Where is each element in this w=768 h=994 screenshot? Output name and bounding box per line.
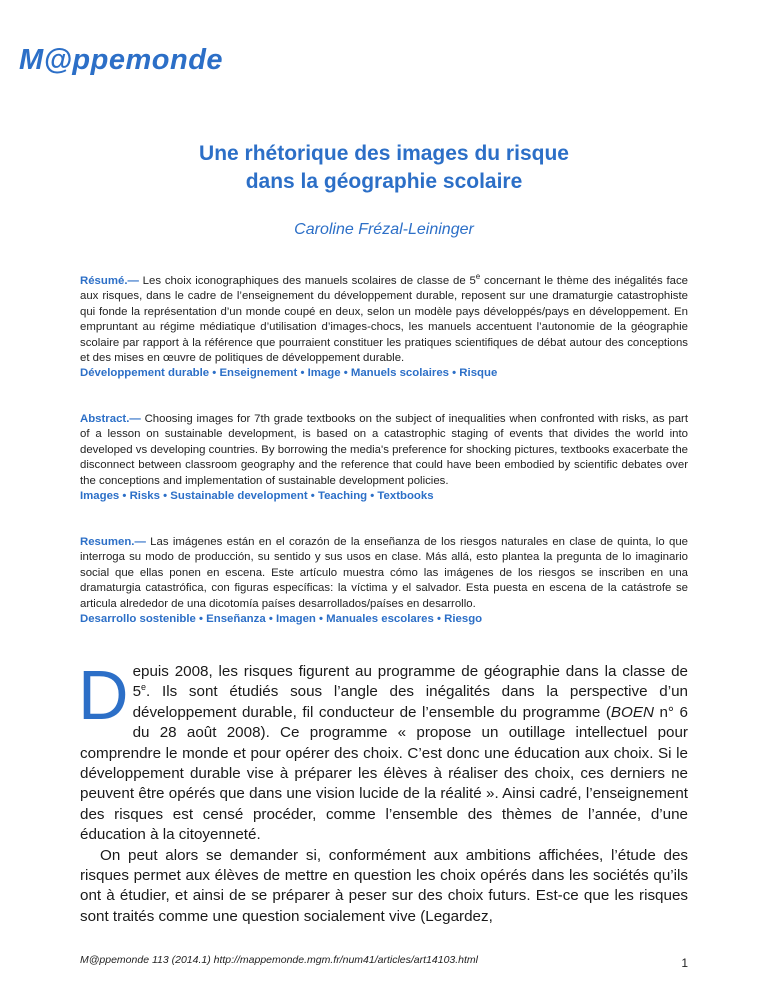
title-line-1: Une rhétorique des images du risque: [199, 142, 569, 165]
journal-logo: M@ppemonde: [19, 44, 224, 76]
abstract-french-text-a: Les choix iconographiques des manuels scolaires de classe de 5: [138, 275, 476, 287]
body-p1-text-c: n° 6 du 28 août 2008). Ce programme « propose un outillage intellectuel pour comprendre le monde et pour opérer des choix. C’est donc une éducation aux choix. Si le développement durable vise à préparer les élèves à réaliser des choix, ces derniers ne peuvent être opérés que dans une vision lucide de la réalité ». Ainsi cadré, l’enseignement des risques est censé procéder, comme l’ensemble des thèmes de l’année, d’une éducation à la citoyenneté.: [80, 703, 688, 844]
article-author: Caroline Frézal-Leininger: [294, 221, 474, 238]
body-paragraph-2: On peut alors se demander si, conformément aux ambitions affichées, l’étude des risques permet aux élèves de mettre en question les choix opérés dans les sociétés qu’ils ont à étudier, et ainsi de se préparer à peser sur des choix futurs. Est-ce que les risques sont traités comme une question socialement vive (Legardez,: [80, 846, 688, 925]
body-p1-text-b: . Ils sont étudiés sous l’angle des inégalités dans la perspective d’un développement durable, fil conducteur de l’ensemble du programme (: [132, 683, 688, 721]
abstract-english: [80, 412, 688, 504]
abstract-french-label: Résumé.—: [80, 275, 139, 287]
abstract-french-superscript: e: [475, 272, 481, 282]
body-p1-text-a: epuis 2008, les risques figurent au programme de géographie dans la classe de 5: [132, 663, 688, 701]
footer-citation: M@ppemonde 113 (2014.1) http://mappemonde.mgm.fr/num41/articles/art14103.html: [80, 954, 479, 966]
abstract-french-keywords: Développement durable • Enseignement • Image • Manuels scolaires • Risque: [80, 367, 498, 380]
body-p1-emphasis: BOEN: [610, 703, 654, 721]
article-title: [0, 140, 768, 196]
abstract-spanish-keywords: Desarrollo sostenible • Enseñanza • Imagen • Manuales escolares • Riesgo: [80, 613, 483, 626]
body-p1-superscript: e: [141, 682, 147, 693]
page-number: 1: [681, 956, 688, 970]
abstract-english-label: Abstract.—: [80, 413, 141, 425]
title-line-2: dans la géographie scolaire: [245, 170, 523, 193]
drop-cap: D: [78, 656, 129, 734]
body-paragraph-1: [78, 656, 688, 846]
abstract-french: [80, 274, 688, 382]
abstract-spanish-label: Resumen.—: [80, 536, 146, 548]
abstract-english-keywords: Images • Risks • Sustainable development • Teaching • Textbooks: [80, 490, 434, 503]
abstract-spanish-text: Las imágenes están en el corazón de la enseñanza de los riesgos naturales en clase de quinta, lo que interroga su modo de producción, su sentido y sus usos en clase. Más allá, esto plantea la pregunta de lo imaginario social que ellas ponen en escena. Este artículo muestra cómo las imágenes de los riesgos se inscriben en una dramaturgia catastrófica, con figuras específicas: la víctima y el salvador. Esta puesta en escena de la catástrofe se articula alrededor de una dicotomía países desarrollados/países en desarrollo.: [80, 536, 688, 610]
abstract-spanish: [80, 535, 688, 627]
article-body: [78, 656, 688, 927]
abstract-english-text: Choosing images for 7th grade textbooks on the subject of inequalities when confronted with risks, as part of a lesson on sustainable development, is based on a catastrophic staging of events that divides the world into developed vs developing countries. By borrowing the media's preference for shocking pictures, textbooks exacerbate the disconnect between classroom geography and the reference that could have been embodied by scientific debates over the conceptions and implementation of sustainable development policies.: [80, 413, 688, 487]
abstract-french-text-b: concernant le thème des inégalités face aux risques, dans le cadre de l’enseignement du développement durable, reposent sur une dramaturgie catastrophiste qui fonde la représentation d’un monde coupé en deux, selon un modèle pays développés/pays en développement. En empruntant au régime médiatique d’utilisation d’images-chocs, les manuels accentuent l’autonomie de la géographie scolaire par rapport à la référence que pourraient constituer les pratiques scientifiques de débat autour des conceptions et des mises en œuvre de politiques de développement durable.: [80, 275, 688, 365]
